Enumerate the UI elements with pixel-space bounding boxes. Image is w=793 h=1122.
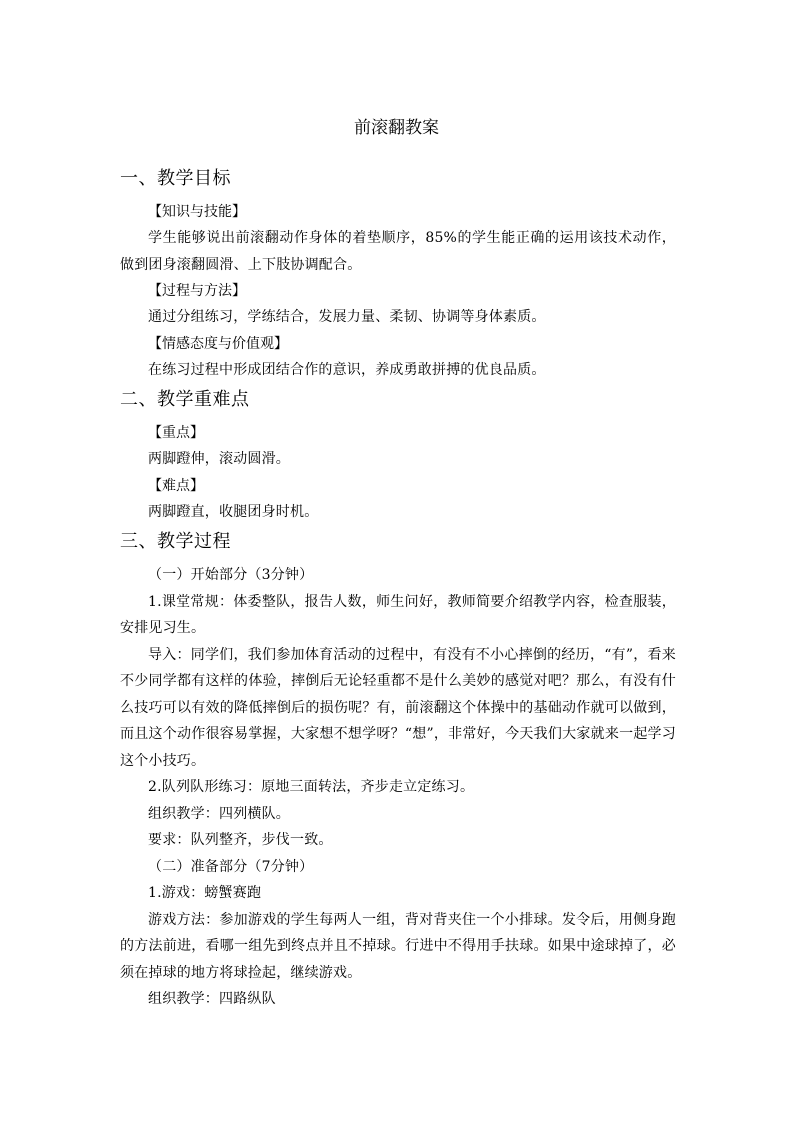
document-body [120,166,676,1013]
difficulty-text: 两脚蹬直，收腿团身时机。 [148,503,319,520]
knowledge-text: 学生能够说出前滚翻动作身体的着垫顺序，85%的学生能正确的运用该技术动作，做到团身滚翻圆滑、上下肢协调配合。 [120,230,676,273]
emotion-label: 【情感态度与价值观】 [148,335,288,352]
section-heading-key-points: 二、教学重难点 [120,389,250,410]
paragraph-requirement: 要求：队列整齐，步伐一致。 [148,832,333,848]
emotion-text: 在练习过程中形成团结合作的意识，养成勇敢拼搏的优良品质。 [148,361,546,378]
knowledge-label: 【知识与技能】 [148,204,246,220]
section-heading-process: 三、教学过程 [120,531,231,552]
key-label: 【重点】 [148,425,204,441]
part-warmup-heading: （二）准备部分（7分钟） [148,858,314,875]
section-heading-objectives: 一、教学目标 [120,168,231,189]
process-label: 【过程与方法】 [148,283,246,299]
paragraph-game: 1.游戏：螃蟹赛跑 [148,885,262,901]
difficulty-label: 【难点】 [148,477,204,494]
paragraph-routine: 1.课堂常规：体委整队，报告人数，师生问好，教师简要介绍教学内容，检查服装，安排见习生。 [120,593,676,636]
paragraph-game-method: 游戏方法：参加游戏的学生每两人一组，背对背夹住一个小排球。发令后，用侧身跑的方法前进，看哪一组先到终点并且不掉球。行进中不得用手扶球。如果中途球掉了，必须在掉球的地方将球捡起，继续游戏。 [120,911,676,981]
process-text: 通过分组练习，学练结合，发展力量、柔韧、协调等身体素质。 [148,309,546,325]
paragraph-organization-1: 组织教学：四列横队。 [148,805,290,822]
document-title: 前滚翻教案 [354,118,439,138]
paragraph-organization-2: 组织教学：四路纵队 [148,991,276,1007]
part-start-heading: （一）开始部分（3分钟） [148,567,314,583]
key-text: 两脚蹬伸，滚动圆滑。 [148,451,290,467]
paragraph-intro: 导入：同学们，我们参加体育活动的过程中，有没有不小心摔倒的经历，“有”，看来不少同学都有这样的体验，摔倒后无论轻重都不是什么美妙的感觉对吧？那么，有没有什么技巧可以有效的降低摔倒后的损伤呢？有，前滚翻这个体操中的基础动作就可以做到，而且这个动作很容易掌握，大家想不想学呀？“想”，非常好，今天我们大家就来一起学习这个小技巧。 [120,646,676,769]
paragraph-formation: 2.队列队形练习：原地三面转法，齐步走立定练习。 [148,779,475,795]
